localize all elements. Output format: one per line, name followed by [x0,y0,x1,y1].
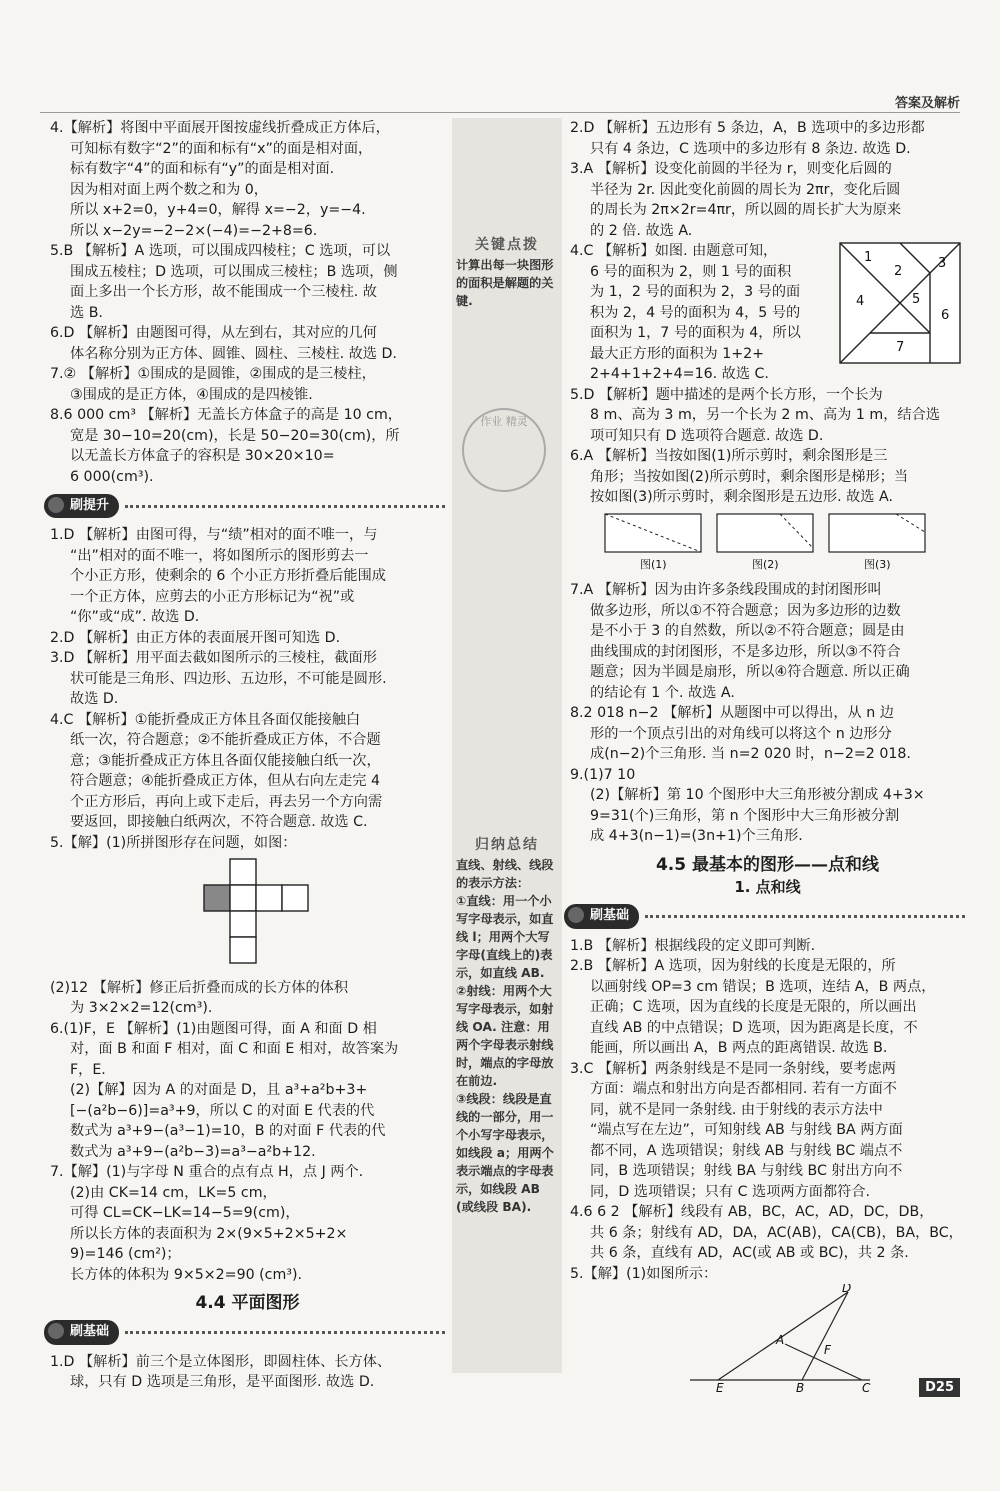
text-line: 对，面 B 和面 F 相对，面 C 和面 E 相对，故答案为 [70,1041,399,1057]
tip-text: 计算出每一块图形的面积是解题的关键. [456,258,554,308]
text-line: 标有数字“4”的面和标有“y”的面是相对面. [70,161,335,177]
text-line: 以画射线 OP=3 cm 错误；B 选项，连结 A，B 两点， [590,978,936,995]
text-line: 长方体的体积为 9×5×2=90 (cm³). [70,1266,303,1283]
tangram-label: 6 [941,308,950,323]
text-line: 所以 x+2=0，y+4=0，解得 x=−2，y=−4. [70,202,366,218]
text-line: 所以长方体的表面积为 2×(9×5+2×5+2× [70,1225,348,1242]
text-line: 7.【解】(1)与字母 N 重合的点有点 H，点 J 两个. [50,1164,364,1180]
text-line: 为 1，2 号的面积为 2，3 号的面 [590,284,801,300]
text-line: 9)=146 (cm²)； [70,1246,181,1262]
point-label: B [796,1381,805,1394]
watermark-stamp: 作业 精灵 [462,408,546,492]
text-line: 4.6 6 2 【解析】线段有 AB，BC，AC，AD，DC，DB， [570,1204,934,1220]
text-line: 角形；当按如图(2)所示剪时，剩余图形是梯形；当 [590,468,909,485]
point-label: E [716,1381,724,1394]
text-line: 1.D 【解析】由图可得，与“绩”相对的面不唯一，与 [50,527,378,543]
text-line: 故选 D. [70,691,119,707]
text-line: 1.B 【解析】根据线段的定义即可判断. [570,937,816,954]
subsection-title: 1. 点和线 [734,878,801,896]
text-line: 按如图(3)所示剪时，剩余图形是五边形. 故选 A. [590,489,893,505]
answer-block [50,1162,445,1285]
answer-block [50,118,445,241]
text-line: 为 3×2×2=12(cm³). [70,1000,213,1016]
note-line: 直线、射线、线段的表示方法： [456,858,554,890]
answer-block [50,628,445,649]
text-line: 2.D 【解析】五边形有 5 条边，A，B 选项中的多边形都 [570,120,925,136]
text-line: (2)【解析】第 10 个图形中大三角形被分割成 4+3× [590,787,925,803]
text-line: 成(n−2)个三角形. 当 n=2 020 时，n−2=2 018. [590,746,911,762]
text-line: 方面：端点和射出方向是否都相同. 若有一方面不 [590,1081,897,1097]
note-line: ③线段：线段是直线的一部分，用一个小写字母表示，如线段 a；用两个表示端点的字母表示，如线段 AB (或线段 BA). [456,1092,554,1214]
text-line: 曲线围成的封闭图形，不是多边形，所以③不符合 [590,643,901,660]
text-line: 宽是 30−10=20(cm)，长是 50−20=30(cm)，所 [70,427,400,444]
header-divider [40,112,960,113]
tangram-figure [838,241,962,365]
text-line: 正确；C 选项，因为直线的长度是无限的，所以画出 [590,999,917,1015]
text-line: 数式为 a³+9−(a²b−3)=a³−a²b+12. [70,1143,316,1160]
text-line: 所以 x−2y=−2−2×(−4)=−2+8=6. [70,222,318,239]
text-line: 球，只有 D 选项是三角形，是平面图形. 故选 D. [70,1374,375,1390]
text-line: 6.A 【解析】当按如图(1)所示剪时，剩余图形是三 [570,448,888,464]
text-line: 体名称分别为正方体、圆锥、圆柱、三棱柱. 故选 D. [70,345,397,362]
point-label: F [824,1343,831,1357]
text-line: 5.D 【解析】题中描述的是两个长方形，一个长为 [570,386,883,403]
text-line: 同，B 选项错误；射线 BA 与射线 BC 射出方向不 [590,1163,903,1179]
answer-block [50,1352,445,1393]
text-line: 以无盖长方体盒子的容积是 30×20×10= [70,448,335,464]
figure-caption: 图(1) [640,557,667,571]
banner-label: 刷提升 [44,494,119,519]
answer-block [570,1059,965,1203]
text-line: F，E. [70,1061,106,1078]
answer-block [570,703,965,765]
section-banner [44,493,445,519]
text-line: 半径为 2r. 因此变化前圆的周长为 2πr，变化后圆 [590,181,901,198]
margin-notes [452,118,562,1373]
text-line: 面积为 1，7 号的面积为 4，所以 [590,325,801,341]
banner-label: 刷基础 [44,1320,119,1345]
banner-dots [645,915,965,918]
section-banner [44,1320,445,1346]
text-line: 4.C 【解析】如图. 由题意可知， [570,243,778,259]
text-line: (2)【解】因为 A 的对面是 D，且 a³+a²b+3+ [70,1082,368,1098]
tip-title: 关键点拨 [475,237,539,253]
text-line: 同，就不是同一条射线. 由于射线的表示方法中 [590,1101,883,1118]
text-line: 选 B. [70,304,103,321]
text-line: 围成五棱柱；D 选项，可以围成三棱柱；B 选项，侧 [70,263,398,280]
text-line: 因为相对面上两个数之和为 0， [70,181,268,198]
text-line: 9.(1)7 10 [570,766,636,783]
text-line: 项可知只有 D 选项符合题意. 故选 D. [590,427,824,444]
text-line: 1.D 【解析】前三个是立体图形，即圆柱体、长方体、 [50,1353,392,1370]
text-line: 的周长为 2π×2r=4πr，所以圆的周长扩大为原来 [590,202,902,218]
page-header: 答案及解析 [894,96,960,111]
banner-dots [125,505,445,508]
geometry-figure [570,1284,965,1394]
text-line: (2)12 【解析】修正后折叠而成的长方体的体积 [50,979,349,996]
answer-block [50,648,445,710]
answer-block [50,241,445,323]
text-line: 5.【解】(1)所拼图形存在问题，如图： [50,834,297,851]
text-line: 纸一次，符合题意；②不能折叠成正方体，不合题 [70,732,381,748]
text-line: 9=31(个)三角形，第 n 个图形中大三角形被分割 [590,807,900,824]
text-line: 数式为 a³+9−(a³−1)=10，B 的对面 F 代表的代 [70,1123,386,1139]
answer-block [570,956,965,1059]
text-line: 3.C 【解析】两条射线是不是同一条射线，要考虑两 [570,1060,896,1077]
answer-block [570,446,965,508]
tip-text [456,856,558,1216]
section-title-4-5: 4.5 最基本的图形——点和线 [655,854,880,875]
text-line: 2+4+1+2+4=16. 故选 C. [590,366,769,382]
text-line: 个正方形后，再向上或下走后，再去另一个方向需 [70,793,383,810]
point-label: D [842,1284,852,1295]
tangram-label: 5 [912,292,921,307]
text-line: 共 6 条，直线有 AD，AC(或 AB 或 BC)，共 2 条. [590,1245,909,1261]
text-line: “端点写在左边”，可知射线 AB 与射线 BA 两方面 [590,1122,903,1138]
answer-block [570,765,965,847]
answer-block [570,118,965,159]
text-line: 积为 2，4 号的面积为 4，5 号的 [590,304,801,321]
tangram-label: 7 [896,340,905,355]
section-title-4-4: 4.4 平面图形 [195,1293,300,1313]
answer-block [570,1264,965,1285]
text-line: 能画，所以画出 A，B 两点的距离错误. 故选 B. [590,1040,888,1056]
text-line: 题意；因为半圆是扇形，所以④符合题意. 所以正确 [590,664,910,680]
text-line: 3.D 【解析】用平面去截如图所示的三棱柱，截面形 [50,650,377,666]
text-line: 都不同，A 选项错误；射线 AB 与射线 BC 端点不 [590,1142,903,1159]
text-line: 的结论有 1 个. 故选 A. [590,684,735,701]
text-line: 面上多出一个长方形，故不能围成一个三棱柱. 故 [70,284,377,300]
answer-block [570,241,825,385]
answer-block [570,580,965,703]
text-line: 8 m、高为 3 m，另一个长为 2 m、高为 1 m，结合选 [590,407,940,423]
text-line: 4.【解析】将图中平面展开图按虚线折叠成正方体后， [50,120,390,136]
tangram-label: 1 [864,250,873,265]
point-label: A [776,1333,785,1347]
cut-figures [570,508,965,574]
page-number: D25 [919,1378,960,1397]
text-line: 3.A 【解析】设变化前圆的半径为 r，则变化后圆的 [570,161,892,177]
tangram-label: 3 [938,256,947,271]
answer-block [50,525,445,628]
text-line: 的 2 倍. 故选 A. [590,222,693,239]
answer-block [50,405,445,487]
text-line: 要返回，即接触白纸两次，不符合题意. 故选 C. [70,814,368,830]
text-line: [−(a²b−6)]=a³+9，所以 C 的对面 E 代表的代 [70,1102,375,1119]
text-line: 形的一个顶点引出的对角线可以将这个 n 边形分 [590,725,892,742]
left-column [50,118,445,1393]
text-line: 成 4+3(n−1)=(3n+1)个三角形. [590,828,803,844]
banner-dots [125,1331,445,1334]
answer-block [570,936,965,957]
text-line: 符合题意；④能折叠成正方体，但从右向左走完 4 [70,773,381,789]
figure-caption: 图(3) [864,557,891,571]
text-line: 5.B 【解析】A 选项，可以围成四棱柱；C 选项，可以 [50,243,391,259]
text-line: 5.【解】(1)如图所示： [570,1265,718,1282]
text-line: 2.D 【解析】由正方体的表面展开图可知选 D. [50,629,341,646]
text-line: 共 6 条；射线有 AD，DA，AC(AB)，CA(CB)，BA，BC， [590,1224,963,1241]
text-line: 6 号的面积为 2，则 1 号的面积 [590,263,792,280]
text-line: “你”或“成”. 故选 D. [70,609,200,625]
text-line: 8.6 000 cm³ 【解析】无盖长方体盒子的高是 10 cm， [50,407,402,423]
answer-block [570,159,965,241]
text-line: 8.2 018 n−2 【解析】从题图中可以得出，从 n 边 [570,705,894,721]
tangram-label: 4 [856,294,865,309]
cube-net-figure [50,853,445,971]
answer-block [50,978,445,1019]
q4-with-figure [570,241,965,385]
text-line: 意；③能折叠成正方体且各面仅能接触白纸一次， [70,752,381,769]
section-banner [564,904,965,930]
note-line: ①直线：用一个小写字母表示，如直线 l；用两个大写字母(直线上的)表示，如直线 AB. [456,894,554,980]
answer-block [50,833,445,854]
text-line: 4.C 【解析】①能折叠成正方体且各面仅能接触白 [50,711,361,728]
tangram-label: 2 [894,264,903,279]
right-column [570,118,965,1401]
answer-block [50,323,445,364]
answer-block [50,1019,445,1163]
text-line: 状可能是三角形、四边形、五边形，不可能是圆形. [70,670,387,687]
text-line: 个小正方形，使剩余的 6 个小正方形折叠后能围成 [70,568,386,584]
text-line: 2.B 【解析】A 选项，因为射线的长度是无限的，所 [570,958,896,974]
tip-title: 归纳总结 [475,837,539,853]
answer-block [50,710,445,833]
text-line: 7.A 【解析】因为由许多条线段围成的封闭图形叫 [570,582,882,598]
text-line: 可得 CL=CK−LK=14−5=9(cm)， [70,1205,300,1221]
tip-box-key-point [456,236,558,310]
text-line: 最大正方形的面积为 1+2+ [590,345,765,362]
text-line: 6.D 【解析】由题图可得，从左到右，其对应的几何 [50,325,377,341]
text-line: “出”相对的面不唯一，将如图所示的图形剪去一 [70,547,369,564]
text-line: (2)由 CK=14 cm，LK=5 cm， [70,1184,277,1201]
text-line: 同，D 选项错误；只有 C 选项两方面都符合. [590,1183,871,1200]
point-label: C [862,1381,871,1394]
tip-box-summary [456,836,558,1216]
text-line: 做多边形，所以①不符合题意；因为多边形的边数 [590,602,901,619]
figure-caption: 图(2) [752,557,779,571]
text-line: ③围成的是正方体，④围成的是四棱锥. [70,386,313,403]
text-line: 可知标有数字“2”的面和标有“x”的面是相对面， [70,140,373,157]
text-line: 6 000(cm³). [70,468,154,485]
text-line: 6.(1)F，E 【解析】(1)由题图可得，面 A 和面 D 相 [50,1020,377,1037]
banner-label: 刷基础 [564,904,639,929]
note-line: ②射线：用两个大写字母表示，如射线 OA. 注意：用两个字母表示射线时，端点的字母放在前边. [456,984,554,1088]
text-line: 一个正方体，应剪去的小正方形标记为“祝”或 [70,588,355,605]
text-line: 直线 AB 的中点错误；D 选项，因为距离是长度，不 [590,1019,918,1036]
text-line: 只有 4 条边，C 选项中的多边形有 8 条边. 故选 D. [590,140,911,157]
answer-block [570,385,965,447]
answer-block [570,1202,965,1264]
text-line: 7.② 【解析】①围成的是圆锥，②围成的是三棱柱， [50,366,376,382]
answer-block [50,364,445,405]
text-line: 是不小于 3 的自然数，所以②不符合题意；圆是由 [590,623,905,639]
